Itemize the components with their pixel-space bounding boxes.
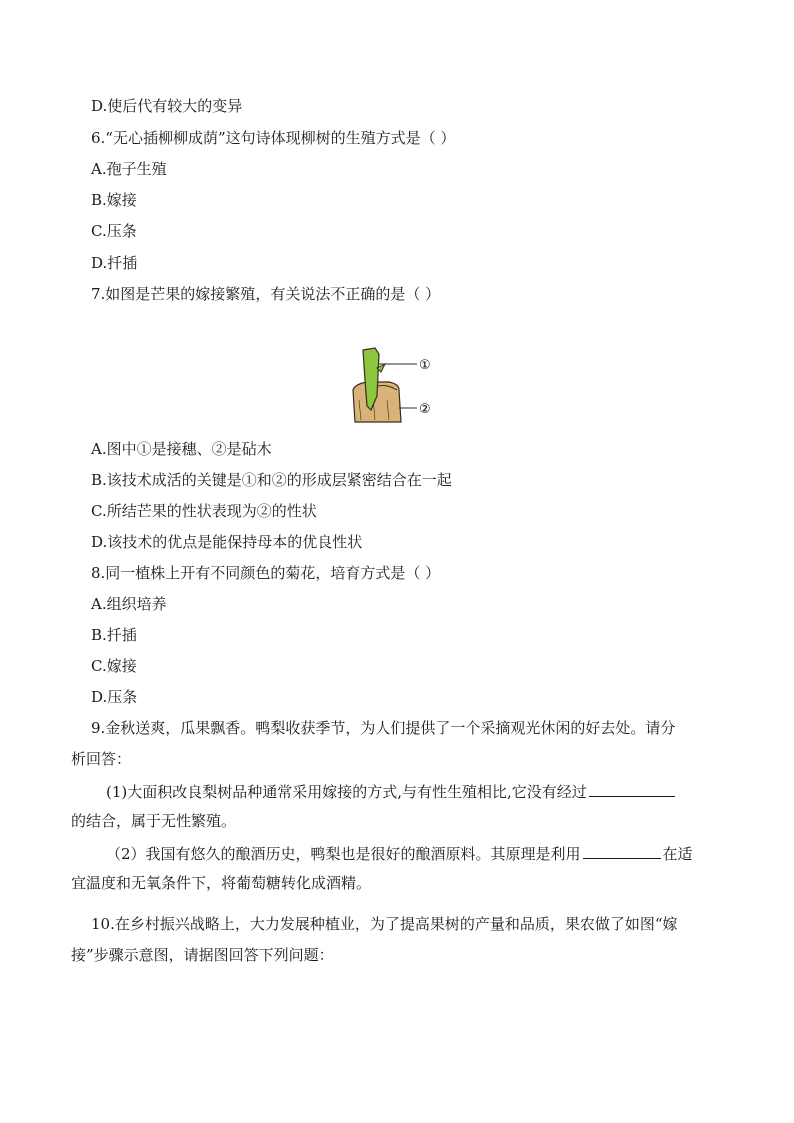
grafting-diagram [345,340,455,430]
q9-sub1-text: (1)大面积改良梨树品种通常采用嫁接的方式,与有性生殖相比,它没有经过 [106,783,587,801]
q8-option-d: D.压条 [91,688,138,706]
q9-sub2-text: （2）我国有悠久的酿酒历史，鸭梨也是很好的酿酒原料。其原理是利用 [106,845,581,863]
q7-stem: 7.如图是芒果的嫁接繁殖，有关说法不正确的是（ ） [91,285,441,303]
q9-sub1-after: 的结合，属于无性繁殖。 [71,812,237,830]
q8-option-b: B.扦插 [91,626,137,644]
grafting-figure [345,340,455,430]
q9-stem-line2: 析回答： [71,750,132,768]
q9-sub2-blank[interactable] [583,842,661,859]
q10-stem-line1: 10.在乡村振兴战略上，大力发展种植业，为了提高果树的产量和品质，果农做了如图“嫁 [91,915,678,933]
q9-sub2-line [106,842,693,864]
q8-option-c: C.嫁接 [91,657,137,675]
q6-option-c: C.压条 [91,222,137,240]
q7-option-d: D.该技术的优点是能保持母本的优良性状 [91,533,363,551]
figure-label-1: ① [419,358,431,373]
figure-label-2: ② [419,402,431,417]
q9-sub1-line [106,780,677,802]
q6-option-d: D.扦插 [91,254,138,272]
q8-stem: 8.同一植株上开有不同颜色的菊花，培育方式是（ ） [91,564,441,582]
q9-sub2-after: 宜温度和无氧条件下，将葡萄糖转化成酒精。 [71,874,372,892]
q7-option-c: C.所结芒果的性状表现为②的性状 [91,502,317,520]
q9-sub2-mid: 在适 [662,845,693,863]
q6-option-b: B.嫁接 [91,191,137,209]
q10-stem-line2: 接”步骤示意图，请据图回答下列问题： [71,946,334,964]
q9-stem-line1: 9.金秋送爽，瓜果飘香。鸭梨收获季节，为人们提供了一个采摘观光休闲的好去处。请分 [91,719,676,737]
q5-option-d: D.使后代有较大的变异 [91,97,243,115]
q7-option-a: A.图中①是接穗、②是砧木 [91,440,272,458]
q6-option-a: A.孢子生殖 [91,160,167,178]
q9-sub1-blank[interactable] [589,780,675,797]
q7-option-b: B.该技术成活的关键是①和②的形成层紧密结合在一起 [91,471,452,489]
q6-stem: 6.“无心插柳柳成荫”这句诗体现柳树的生殖方式是（ ） [91,129,456,147]
q8-option-a: A.组织培养 [91,595,167,613]
